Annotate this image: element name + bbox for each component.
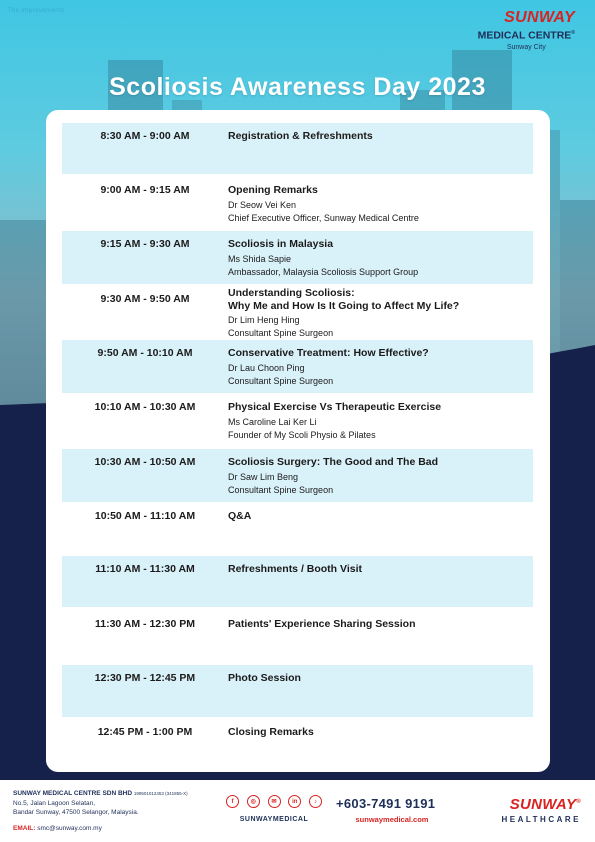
schedule-topic: Scoliosis in Malaysia [228,238,334,250]
schedule-row [62,665,533,717]
schedule-info [228,401,528,441]
schedule-row [62,556,533,607]
schedule-info [228,726,528,739]
schedule-topic: Conservative Treatment: How Effective? [228,347,429,359]
schedule-topic: Closing Remarks [228,726,314,738]
footer-address: No.5, Jalan Lagoon Selatan, Bandar Sunway, 47500 Selangor, Malaysia. [13,800,139,816]
sunway-healthcare-logo [501,794,581,824]
phone-number[interactable]: +603-7491 9191 [336,796,436,811]
schedule-info [228,287,528,339]
schedule-row [62,503,533,556]
schedule-row [62,231,533,284]
schedule-row [62,340,533,393]
schedule-time: 12:30 PM - 12:45 PM [94,672,196,684]
schedule-info [228,238,528,278]
linkedin-icon[interactable]: in [288,795,301,808]
schedule-row [62,280,533,340]
schedule-role: Consultant Spine Surgeon [228,375,334,386]
schedule-time: 10:30 AM - 10:50 AM [94,456,196,468]
logo-name: MEDICAL CENTRE® [477,29,575,42]
schedule-topic: Registration & Refreshments [228,130,373,142]
schedule-time: 11:10 AM - 11:30 AM [95,563,195,575]
logo-brand: SUNWAY [504,9,575,26]
schedule-info [228,563,528,576]
schedule-row [62,177,533,231]
schedule-time: 9:50 AM - 10:10 AM [97,347,193,359]
schedule-time: 8:30 AM - 9:00 AM [100,130,190,142]
schedule-role: Founder of My Scoli Physio & Pilates [228,429,376,440]
schedule-speaker: Ms Shida Sapie [228,254,292,264]
schedule-topic: Understanding Scoliosis: [228,287,355,299]
schedule-row [62,719,533,769]
page-title: Scoliosis Awareness Day 2023 [109,73,486,101]
schedule-role: Consultant Spine Surgeon [228,484,334,495]
schedule-info [228,618,528,631]
footer-company: SUNWAY MEDICAL CENTRE SDN BHD 199501012453 (341855-X) [13,790,188,797]
tiktok-icon[interactable]: ♪ [309,795,322,808]
schedule-info [228,184,528,224]
schedule-row [62,123,533,174]
social-icons [226,795,322,808]
schedule-speaker: Ms Caroline Lai Ker Li [228,417,317,427]
schedule-topic: Refreshments / Booth Visit [228,563,362,575]
schedule-time: 12:45 PM - 1:00 PM [97,726,193,738]
schedule-topic: Patients' Experience Sharing Session [228,618,416,630]
top-tag-text: The Improvements [8,7,65,14]
schedule-topic: Opening Remarks [228,184,318,196]
schedule-topic: Scoliosis Surgery: The Good and The Bad [228,456,439,468]
website-link[interactable]: sunwaymedical.com [355,815,429,824]
schedule-speaker: Dr Lim Heng Hing [228,315,300,325]
schedule-speaker: Dr Seow Vei Ken [228,200,297,210]
schedule-info [228,510,528,523]
logo-location: Sunway City [506,43,546,51]
schedule-row [62,394,533,448]
schedule-info [228,672,528,685]
footer-email[interactable]: EMAIL: smc@sunway.com.my [13,825,102,832]
schedule-time: 10:50 AM - 11:10 AM [94,510,196,522]
schedule-info [228,347,528,387]
social-handle: SUNWAYMEDICAL [239,816,309,823]
instagram-icon[interactable]: ◎ [247,795,260,808]
hc-sub: HEALTHCARE [501,815,581,824]
schedule-role: Chief Executive Officer, Sunway Medical Centre [228,212,419,223]
schedule-time: 10:10 AM - 10:30 AM [94,401,196,413]
schedule-topic: Photo Session [228,672,301,684]
schedule-topic: Physical Exercise Vs Therapeutic Exercise [228,401,442,413]
schedule-row [62,611,533,664]
schedule-role: Ambassador, Malaysia Scoliosis Support Group [228,266,419,277]
sunway-medical-logo [478,10,575,52]
facebook-icon[interactable]: f [226,795,239,808]
schedule-time: 9:00 AM - 9:15 AM [100,184,190,196]
schedule-role: Consultant Spine Surgeon [228,327,334,338]
schedule-time: 11:30 AM - 12:30 PM [95,618,195,630]
schedule-info [228,130,528,143]
hc-brand: SUNWAY® [509,796,581,813]
email-icon[interactable]: ✉ [268,795,281,808]
schedule-speaker: Dr Lau Choon Ping [228,363,305,373]
schedule-topic-line2: Why Me and How Is It Going to Affect My Life? [228,300,460,312]
schedule-info [228,456,528,496]
schedule-speaker: Dr Saw Lim Beng [228,472,299,482]
schedule-topic: Q&A [228,510,252,522]
schedule-row [62,449,533,502]
schedule-time: 9:30 AM - 9:50 AM [100,293,190,305]
schedule-time: 9:15 AM - 9:30 AM [100,238,190,250]
